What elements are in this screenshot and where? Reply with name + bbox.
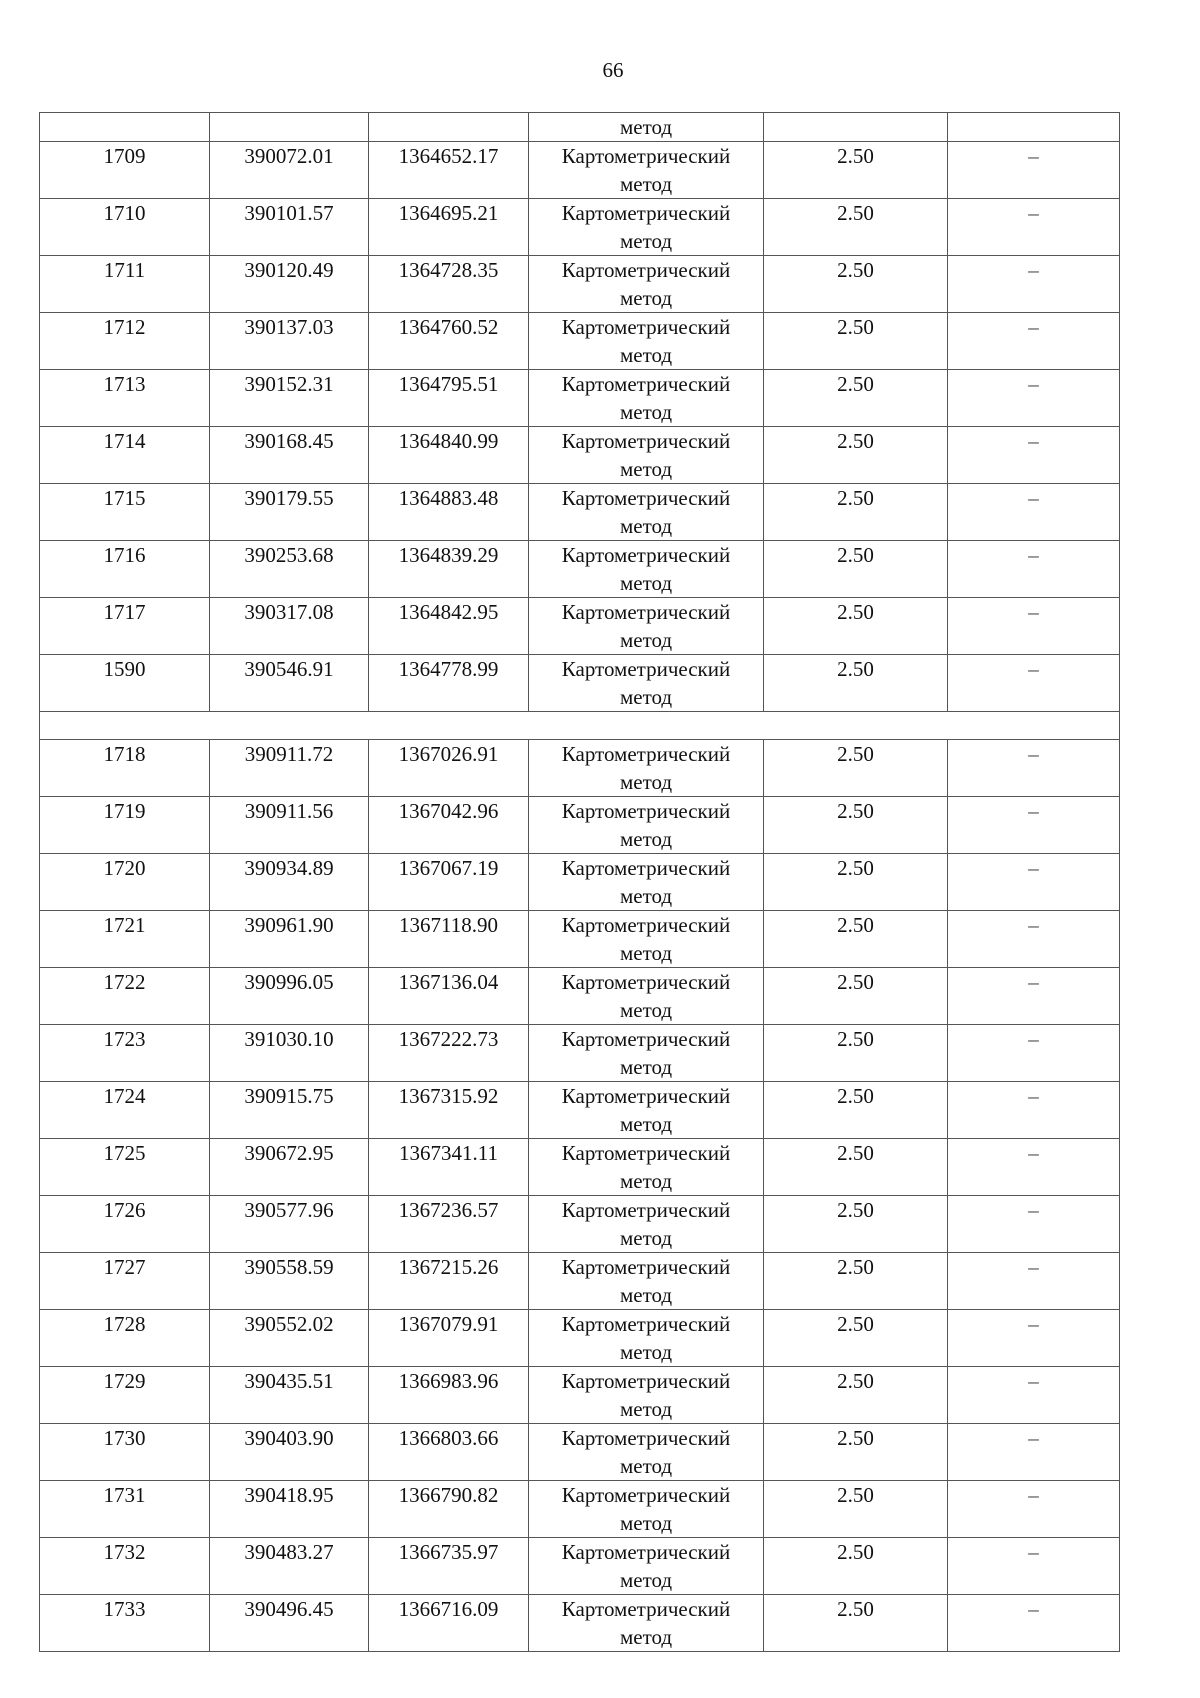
method-line-1: Картометрический [561, 600, 731, 624]
method-cell [529, 1253, 764, 1310]
description-cell: – [948, 598, 1120, 655]
description-cell: – [948, 256, 1120, 313]
accuracy-cell: 2.50 [764, 313, 948, 370]
accuracy-cell: 2.50 [764, 256, 948, 313]
description-cell: – [948, 370, 1120, 427]
point-number-cell: 1717 [40, 598, 210, 655]
table-row [40, 1310, 1120, 1367]
method-line-1: Картометрический [561, 486, 731, 510]
accuracy-cell: 2.50 [764, 911, 948, 968]
accuracy-cell: 2.50 [764, 1082, 948, 1139]
x-coordinate-cell: 390317.08 [210, 598, 369, 655]
point-number-cell: 1721 [40, 911, 210, 968]
table-body [40, 113, 1120, 1652]
method-line-2: метод [619, 172, 673, 196]
method-line-2: метод [619, 343, 673, 367]
method-cell [529, 256, 764, 313]
method-line-2: метод [619, 941, 673, 965]
table-row [40, 370, 1120, 427]
accuracy-cell: 2.50 [764, 1424, 948, 1481]
description-cell: – [948, 740, 1120, 797]
x-coordinate-cell: 390101.57 [210, 199, 369, 256]
x-coordinate-cell: 390996.05 [210, 968, 369, 1025]
x-coordinate-cell: 390435.51 [210, 1367, 369, 1424]
method-line-2: метод [619, 400, 673, 424]
method-line-2: метод [619, 998, 673, 1022]
y-coordinate-cell: 1367215.26 [369, 1253, 529, 1310]
y-cell [369, 113, 529, 142]
x-coordinate-cell: 390552.02 [210, 1310, 369, 1367]
x-coordinate-cell: 390253.68 [210, 541, 369, 598]
description-cell: – [948, 313, 1120, 370]
y-coordinate-cell: 1367067.19 [369, 854, 529, 911]
method-line-1: Картометрический [561, 1312, 731, 1336]
accuracy-cell: 2.50 [764, 1538, 948, 1595]
method-line-2: метод [619, 628, 673, 652]
x-coordinate-cell: 390483.27 [210, 1538, 369, 1595]
method-cell [529, 427, 764, 484]
point-number-cell: 1716 [40, 541, 210, 598]
method-continuation-cell: метод [529, 113, 764, 142]
point-number-cell: 1733 [40, 1595, 210, 1652]
y-coordinate-cell: 1364695.21 [369, 199, 529, 256]
group-separator-row [40, 712, 1120, 740]
method-line-2: метод [619, 1568, 673, 1592]
table-row [40, 199, 1120, 256]
method-line-1: Картометрический [561, 799, 731, 823]
x-coordinate-cell: 390577.96 [210, 1196, 369, 1253]
table-row [40, 1538, 1120, 1595]
method-line-1: Картометрический [561, 543, 731, 567]
method-cell [529, 199, 764, 256]
x-coordinate-cell: 391030.10 [210, 1025, 369, 1082]
method-line-1: Картометрический [561, 657, 731, 681]
table-row [40, 1196, 1120, 1253]
y-coordinate-cell: 1367042.96 [369, 797, 529, 854]
y-coordinate-cell: 1366716.09 [369, 1595, 529, 1652]
method-line-2: метод [619, 1283, 673, 1307]
point-number-cell: 1719 [40, 797, 210, 854]
continuation-row [40, 113, 1120, 142]
accuracy-cell: 2.50 [764, 1196, 948, 1253]
method-line-2: метод [619, 1055, 673, 1079]
description-cell: – [948, 1595, 1120, 1652]
method-cell [529, 1481, 764, 1538]
table-row [40, 854, 1120, 911]
method-cell [529, 1025, 764, 1082]
description-cell: – [948, 1424, 1120, 1481]
table-row [40, 484, 1120, 541]
accuracy-cell: 2.50 [764, 1310, 948, 1367]
description-cell: – [948, 1481, 1120, 1538]
accuracy-cell: 2.50 [764, 1367, 948, 1424]
y-coordinate-cell: 1367315.92 [369, 1082, 529, 1139]
method-line-1: Картометрический [561, 315, 731, 339]
y-coordinate-cell: 1366735.97 [369, 1538, 529, 1595]
y-coordinate-cell: 1366803.66 [369, 1424, 529, 1481]
accuracy-cell: 2.50 [764, 740, 948, 797]
accuracy-cell: 2.50 [764, 655, 948, 712]
point-number-cell: 1711 [40, 256, 210, 313]
point-number-cell: 1727 [40, 1253, 210, 1310]
description-cell: – [948, 541, 1120, 598]
method-line-1: Картометрический [561, 1198, 731, 1222]
accuracy-cell: 2.50 [764, 1595, 948, 1652]
accuracy-cell: 2.50 [764, 598, 948, 655]
point-number-cell: 1712 [40, 313, 210, 370]
table-row [40, 1481, 1120, 1538]
x-coordinate-cell: 390961.90 [210, 911, 369, 968]
accuracy-cell: 2.50 [764, 1025, 948, 1082]
x-coordinate-cell: 390546.91 [210, 655, 369, 712]
method-cell [529, 1367, 764, 1424]
y-coordinate-cell: 1364840.99 [369, 427, 529, 484]
accuracy-cell: 2.50 [764, 541, 948, 598]
method-cell [529, 911, 764, 968]
method-cell [529, 1082, 764, 1139]
method-cell [529, 598, 764, 655]
x-coordinate-cell: 390911.72 [210, 740, 369, 797]
point-number-cell: 1725 [40, 1139, 210, 1196]
table-row [40, 1595, 1120, 1652]
method-line-2: метод [619, 514, 673, 538]
x-cell [210, 113, 369, 142]
method-line-1: Картометрический [561, 372, 731, 396]
table-row [40, 1139, 1120, 1196]
description-cell: – [948, 655, 1120, 712]
accuracy-cell: 2.50 [764, 370, 948, 427]
x-coordinate-cell: 390120.49 [210, 256, 369, 313]
x-coordinate-cell: 390911.56 [210, 797, 369, 854]
method-cell [529, 142, 764, 199]
method-line-2: метод [619, 571, 673, 595]
point-number-cell: 1709 [40, 142, 210, 199]
x-coordinate-cell: 390672.95 [210, 1139, 369, 1196]
description-cell: – [948, 1139, 1120, 1196]
table-row [40, 740, 1120, 797]
point-number-cell: 1731 [40, 1481, 210, 1538]
point-number-cell: 1722 [40, 968, 210, 1025]
table-row [40, 797, 1120, 854]
accuracy-cell: 2.50 [764, 968, 948, 1025]
table-row [40, 1253, 1120, 1310]
method-line-1: Картометрический [561, 856, 731, 880]
method-line-2: метод [619, 1625, 673, 1649]
method-line-2: метод [619, 286, 673, 310]
method-line-1: Картометрический [561, 1597, 731, 1621]
method-line-1: Картометрический [561, 144, 731, 168]
y-coordinate-cell: 1364839.29 [369, 541, 529, 598]
method-line-1: Картометрический [561, 970, 731, 994]
x-coordinate-cell: 390403.90 [210, 1424, 369, 1481]
table-row [40, 1082, 1120, 1139]
method-cell [529, 1595, 764, 1652]
method-line-2: метод [619, 1454, 673, 1478]
separator-cell [40, 712, 1120, 740]
table-row [40, 427, 1120, 484]
table-row [40, 598, 1120, 655]
method-line-1: Картометрический [561, 1540, 731, 1564]
accuracy-cell: 2.50 [764, 1481, 948, 1538]
method-cell [529, 1196, 764, 1253]
y-coordinate-cell: 1367118.90 [369, 911, 529, 968]
method-cell [529, 484, 764, 541]
x-coordinate-cell: 390168.45 [210, 427, 369, 484]
accuracy-cell: 2.50 [764, 427, 948, 484]
method-line-1: Картометрический [561, 1369, 731, 1393]
method-cell [529, 541, 764, 598]
method-line-2: метод [619, 685, 673, 709]
accuracy-cell: 2.50 [764, 797, 948, 854]
table-row [40, 313, 1120, 370]
method-cell [529, 655, 764, 712]
description-cell: – [948, 1310, 1120, 1367]
method-line-2: метод [619, 1169, 673, 1193]
x-coordinate-cell: 390137.03 [210, 313, 369, 370]
y-coordinate-cell: 1367136.04 [369, 968, 529, 1025]
y-coordinate-cell: 1364778.99 [369, 655, 529, 712]
point-number-cell: 1720 [40, 854, 210, 911]
method-line-2: метод [619, 1226, 673, 1250]
description-cell: – [948, 1196, 1120, 1253]
description-cell: – [948, 199, 1120, 256]
method-line-2: метод [619, 1397, 673, 1421]
method-cell [529, 1538, 764, 1595]
method-line-1: Картометрический [561, 201, 731, 225]
y-coordinate-cell: 1367236.57 [369, 1196, 529, 1253]
method-cell [529, 370, 764, 427]
accuracy-cell: 2.50 [764, 1139, 948, 1196]
method-cell [529, 1139, 764, 1196]
method-line-1: Картометрический [561, 1027, 731, 1051]
accuracy-cell [764, 113, 948, 142]
accuracy-cell: 2.50 [764, 484, 948, 541]
method-cell [529, 313, 764, 370]
point-number-cell: 1710 [40, 199, 210, 256]
accuracy-cell: 2.50 [764, 1253, 948, 1310]
y-coordinate-cell: 1364760.52 [369, 313, 529, 370]
point-number-cell: 1732 [40, 1538, 210, 1595]
method-line-2: метод [619, 770, 673, 794]
description-cell: – [948, 1367, 1120, 1424]
description-cell: – [948, 1253, 1120, 1310]
y-coordinate-cell: 1366983.96 [369, 1367, 529, 1424]
y-coordinate-cell: 1364795.51 [369, 370, 529, 427]
x-coordinate-cell: 390179.55 [210, 484, 369, 541]
description-cell: – [948, 854, 1120, 911]
point-cell [40, 113, 210, 142]
method-line-1: Картометрический [561, 913, 731, 937]
method-line-2: метод [619, 1340, 673, 1364]
y-coordinate-cell: 1367341.11 [369, 1139, 529, 1196]
table-row [40, 541, 1120, 598]
method-line-1: Картометрический [561, 1084, 731, 1108]
method-cell [529, 968, 764, 1025]
method-cell [529, 1424, 764, 1481]
y-coordinate-cell: 1366790.82 [369, 1481, 529, 1538]
y-coordinate-cell: 1367026.91 [369, 740, 529, 797]
y-coordinate-cell: 1367079.91 [369, 1310, 529, 1367]
point-number-cell: 1728 [40, 1310, 210, 1367]
method-cell [529, 1310, 764, 1367]
method-line-2: метод [619, 229, 673, 253]
point-number-cell: 1726 [40, 1196, 210, 1253]
method-line-1: Картометрический [561, 1426, 731, 1450]
method-line-2: метод [619, 1112, 673, 1136]
point-number-cell: 1715 [40, 484, 210, 541]
method-line-1: Картометрический [561, 429, 731, 453]
accuracy-cell: 2.50 [764, 142, 948, 199]
description-cell: – [948, 1025, 1120, 1082]
description-cell: – [948, 968, 1120, 1025]
description-cell: – [948, 797, 1120, 854]
x-coordinate-cell: 390496.45 [210, 1595, 369, 1652]
point-number-cell: 1714 [40, 427, 210, 484]
point-number-cell: 1590 [40, 655, 210, 712]
method-line-1: Картометрический [561, 1255, 731, 1279]
method-cell [529, 797, 764, 854]
table-row [40, 1367, 1120, 1424]
point-number-cell: 1724 [40, 1082, 210, 1139]
point-number-cell: 1723 [40, 1025, 210, 1082]
x-coordinate-cell: 390152.31 [210, 370, 369, 427]
x-coordinate-cell: 390915.75 [210, 1082, 369, 1139]
y-coordinate-cell: 1364842.95 [369, 598, 529, 655]
table-row [40, 655, 1120, 712]
description-cell [948, 113, 1120, 142]
method-line-2: метод [619, 884, 673, 908]
point-number-cell: 1729 [40, 1367, 210, 1424]
y-coordinate-cell: 1364883.48 [369, 484, 529, 541]
x-coordinate-cell: 390072.01 [210, 142, 369, 199]
point-number-cell: 1718 [40, 740, 210, 797]
x-coordinate-cell: 390418.95 [210, 1481, 369, 1538]
method-line-1: Картометрический [561, 258, 731, 282]
table-row [40, 142, 1120, 199]
method-line-2: метод [619, 827, 673, 851]
table-row [40, 1424, 1120, 1481]
description-cell: – [948, 427, 1120, 484]
y-coordinate-cell: 1367222.73 [369, 1025, 529, 1082]
method-line-1: Картометрический [561, 742, 731, 766]
page-number: 66 [602, 58, 624, 82]
table-row [40, 968, 1120, 1025]
method-line-2: метод [619, 457, 673, 481]
description-cell: – [948, 1082, 1120, 1139]
y-coordinate-cell: 1364728.35 [369, 256, 529, 313]
table-row [40, 911, 1120, 968]
description-cell: – [948, 142, 1120, 199]
x-coordinate-cell: 390558.59 [210, 1253, 369, 1310]
table-row [40, 256, 1120, 313]
method-line-2: метод [619, 1511, 673, 1535]
description-cell: – [948, 1538, 1120, 1595]
description-cell: – [948, 484, 1120, 541]
method-cell [529, 740, 764, 797]
table-row [40, 1025, 1120, 1082]
y-coordinate-cell: 1364652.17 [369, 142, 529, 199]
accuracy-cell: 2.50 [764, 199, 948, 256]
point-number-cell: 1730 [40, 1424, 210, 1481]
x-coordinate-cell: 390934.89 [210, 854, 369, 911]
method-line-1: Картометрический [561, 1141, 731, 1165]
accuracy-cell: 2.50 [764, 854, 948, 911]
coordinates-table [39, 112, 1120, 1652]
method-line-1: Картометрический [561, 1483, 731, 1507]
method-cell [529, 854, 764, 911]
point-number-cell: 1713 [40, 370, 210, 427]
description-cell: – [948, 911, 1120, 968]
